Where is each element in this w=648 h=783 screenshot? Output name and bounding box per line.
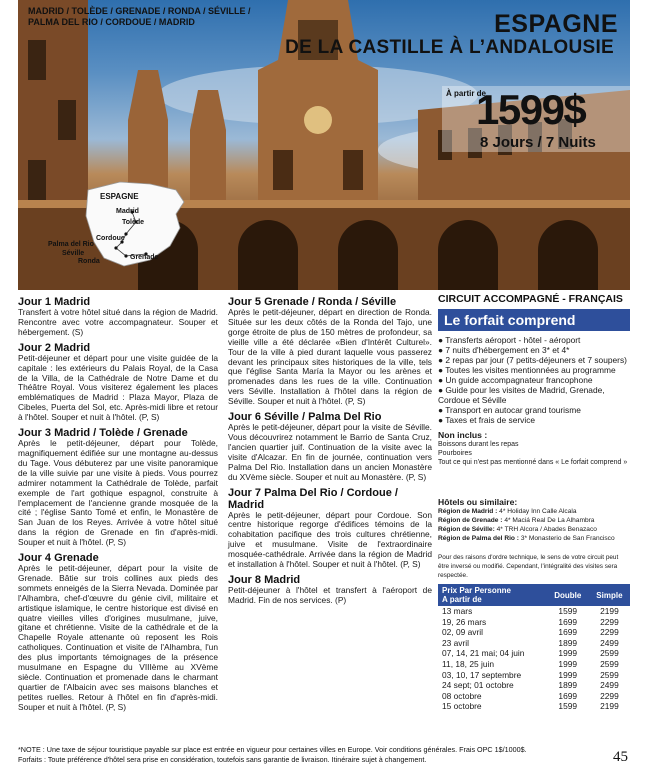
map-city-cordoue: Cordoue: [96, 235, 125, 242]
price-header-label: Prix Par Personne A partir de: [438, 584, 547, 606]
price-cell-simple: 2599: [600, 669, 619, 680]
price-cell-simple: 2599: [600, 648, 619, 659]
day-8-title: Jour 8 Madrid: [228, 573, 301, 586]
map-city-grenade: Grenade: [130, 254, 159, 261]
day-3-text: Après le petit-déjeuner, départ pour Tolède, magnifiquement édifiée sur une montagne au-dessus du Tage. Vous débuterez par une visite panoramique de la ville suivie par une visite à pieds. Vous pourrez admirer notamment la Cathédrale de Tolède, parfait exemple de l'art gothique espagnol, construite à l'emplacement de l'ancienne grande mosquée de la cité ; l'église Santo Tomé et enfin, le Monastère de San Juan de los Reyes. Arrivée à votre hôtel situé dans la région de Grenade en fin d'après-midi. Souper et nuit à l'hôtel. (P, S): [18, 438, 218, 548]
include-item: ● Transport en autocar grand tourisme: [438, 405, 581, 415]
non-inclus-item: Boissons durant les repas: [438, 441, 519, 448]
price-cell-double: 1599: [558, 606, 578, 616]
include-item: ● Guide pour les visites de Madrid, Grenade, Cordoue et Séville: [438, 385, 605, 405]
day-2-text: Petit-déjeuner et départ pour une visite guidée de la capitale : les extérieurs du Palais Royal, de la Casa de la Villa, de la Cathédrale de Notre Dame et du Théâtre Royal. Vous visiterez également les places emblématiques de Madrid : Plaza Mayor, Plaza de Cibeles, Puerta del Sol, etc. Après-midi libre et retour à l'hôtel. Souper et nuit à l'hôtel. (P, S): [18, 352, 218, 423]
map-city-ronda: Ronda: [78, 258, 100, 265]
day-8-text: Petit-déjeuner à l'hôtel et transfert à l'aéroport de Madrid. Fin de nos services. (P): [228, 584, 432, 605]
technical-notice: Pour des raisons d'ordre technique, le sens de votre circuit peut être inversé ou modifié. Cependant, l'intégralité des visites sera respectée.: [438, 554, 619, 579]
day-7-text: Après le petit-déjeuner, départ pour Cordoue. Son centre historique regorge d'édifices témoins de la cohabitation pacifique des trois cultures chrétienne, juive et musulmane. Visite de l'extraordinaire mosquée-cathédrale. Arrivée dans la région de Madrid et installation à l'hôtel. Souper et nuit à l'hôtel. (P, S): [228, 509, 432, 570]
map-city-palma: Palma del Rio: [48, 241, 94, 248]
price-cell-double: 1999: [558, 669, 578, 680]
itinerary-column-2: [228, 296, 432, 606]
col-double: Double: [547, 584, 589, 606]
day-5-text: Après le petit-déjeuner, départ en direction de Ronda. Située sur les deux côtés de la Ronda del Tajo, une gorge étroite de plus de 150 mètres de profondeur, sa vieille ville a été déclarée «Bien d'Intérêt Culturel». Tour de la ville à pied durant laquelle vous passerez devant les principaux sites historiques de la ville, tels que l'église Santa María la Mayor ou les arènes et promenades dans les rues de la ville. Continuation vers Séville. Installation à l'hôtel dans la région de Séville. Souper et nuit à l'hôtel. (P, S): [228, 307, 432, 407]
price-cell-double: 1999: [558, 658, 578, 669]
price-row: [438, 606, 630, 617]
price-table-header: [438, 584, 630, 606]
day-4-title: Jour 4 Grenade: [18, 552, 99, 565]
price-row: [438, 659, 630, 670]
price-row: [438, 638, 630, 649]
price: 1599$: [476, 86, 586, 133]
map-country-label: ESPAGNE: [100, 192, 139, 201]
main-title: ESPAGNE: [494, 10, 618, 38]
duration: 8 Jours / 7 Nuits: [480, 134, 596, 151]
price-cell-double: 1999: [558, 648, 578, 659]
price-cell-double: 1599: [558, 701, 578, 712]
map-city-tolede: Tolède: [122, 219, 145, 226]
day-7-title: Jour 7 Palma Del Rio / Cordoue / Madrid: [228, 486, 398, 511]
page-number: 45: [613, 749, 628, 765]
subtitle: DE LA CASTILLE À L’ANDALOUSIE: [285, 37, 614, 58]
price-cell-date: 08 octobre: [442, 690, 482, 701]
price-table: [438, 584, 630, 712]
col-simple: Simple: [589, 584, 630, 606]
price-row: [438, 648, 630, 659]
day-5-title: Jour 5 Grenade / Ronda / Séville: [228, 296, 397, 308]
price-row: [438, 670, 630, 681]
price-cell-date: 19, 26 mars: [442, 616, 487, 627]
price-cell-simple: 2299: [600, 616, 619, 627]
route-line-2: PALMA DEL RIO / CORDOUE / MADRID: [28, 17, 195, 27]
day-3-title: Jour 3 Madrid / Tolède / Grenade: [18, 427, 188, 440]
non-inclus-item: Pourboires: [438, 450, 472, 457]
route-cities: [28, 6, 268, 28]
non-inclus-item: Tout ce qui n'est pas mentionné dans « Le forfait comprend »: [438, 459, 628, 466]
price-cell-double: 1899: [558, 637, 578, 648]
include-item: ● 7 nuits d'hébergement en 3* et 4*: [438, 345, 570, 355]
price-row: [438, 691, 630, 702]
price-cell-simple: 2499: [600, 680, 619, 691]
day-6-text: Après le petit-déjeuner, départ pour la visite de Séville. Vous découvrirez notamment le Barrio de Santa Cruz, l'ancien quartier juif. Continuation de la visite avec la visite d'Alcazar. En fin de journée, continuation vers Palma Del Rio. Installation dans un ancien Monastère du XVème siècle. Souper et nuit au Monastère. (P, S): [228, 422, 432, 482]
price-row: [438, 680, 630, 691]
day-2-title: Jour 2 Madrid: [18, 341, 91, 354]
price-cell-simple: 2599: [600, 658, 619, 669]
day-6-title: Jour 6 Séville / Palma Del Rio: [228, 411, 382, 424]
include-item: ● Un guide accompagnateur francophone: [438, 375, 593, 385]
price-cell-double: 1699: [558, 690, 578, 701]
price-cell-date: 15 octobre: [442, 701, 482, 712]
price-cell-simple: 2499: [600, 637, 619, 648]
includes-list: [438, 335, 630, 425]
include-item: ● Toutes les visites mentionnées au programme: [438, 365, 616, 375]
map-city-madrid: Madrid: [116, 208, 139, 215]
hotel-line: Région de Grenade : 4* Maciá Real De La Alhambra: [438, 517, 595, 524]
price-from-label: À partir de: [446, 89, 487, 98]
price-cell-double: 1699: [558, 627, 578, 638]
price-cell-date: 23 avril: [442, 637, 469, 648]
forfait-header: Le forfait comprend: [438, 309, 630, 331]
price-cell-double: 1899: [558, 680, 578, 691]
hotels-title: Hôtels ou similaire:: [438, 497, 518, 507]
non-inclus-title: Non inclus :: [438, 430, 488, 440]
day-4-text: Après le petit-déjeuner, départ pour la visite de Grenade. Bâtie sur trois collines aux pieds des sommets enneigés de la Sierra Nevada. Dominée par l'Alhambra, chef-d'œuvre du génie civil, militaire et artistique islamique, le centre historique est divisé en quatre vieilles villes d'origines musulmane, juive, gitane et chrétienne. Visite de la cathédrale et de la Chapelle Royale attenante où reposent les Rois catholiques. Continuation et visite de l'Alhambra, l'un des plus importants témoignages de la présence musulmane en Espagne du VIIIème au XVème siècle. Continuation et promenade dans le charmant quartier de l'Albaicin avec ses maisons blanches et petites ruelles. Retour à l'hôtel en fin d'après-midi. Souper et nuit à l'hôtel. (P, S): [18, 563, 218, 712]
price-cell-simple: 2199: [600, 701, 619, 712]
price-row: [438, 701, 630, 712]
footer-notes: [18, 745, 618, 765]
price-cell-date: 02, 09 avril: [442, 627, 483, 638]
price-cell-date: 07, 14, 21 mai; 04 juin: [442, 648, 525, 659]
itinerary-column-1: [18, 296, 218, 713]
price-row: [438, 627, 630, 638]
price-cell-simple: 2299: [600, 627, 619, 638]
price-cell-date: 24 sept; 01 octobre: [442, 680, 514, 691]
footer-note-1: *NOTE : Une taxe de séjour touristique payable sur place est entrée en vigueur pour certaines villes en Europe. Voir conditions générales. Frais OPC 1$/1000$.: [18, 745, 527, 754]
hotel-line: Région de Séville: 4* TRH Alcora / Abades Benazaco: [438, 526, 597, 533]
day-1-title: Jour 1 Madrid: [18, 296, 91, 308]
map-city-seville: Séville: [62, 250, 85, 257]
price-row: [438, 617, 630, 628]
include-item: ● Taxes et frais de service: [438, 415, 536, 425]
circuit-type: CIRCUIT ACCOMPAGNÉ - FRANÇAIS: [438, 293, 623, 305]
hotel-line: Région de Palma del Rio : 3* Monasterio de San Francisco: [438, 535, 615, 542]
price-cell-simple: 2199: [600, 606, 619, 616]
hotel-line: Région de Madrid : 4* Holiday Inn Calle Alcala: [438, 508, 577, 515]
price-cell-date: 13 mars: [442, 606, 473, 616]
price-cell-date: 11, 18, 25 juin: [442, 658, 494, 669]
price-cell-simple: 2299: [600, 690, 619, 701]
price-cell-date: 03, 10, 17 septembre: [442, 669, 522, 680]
route-line-1: MADRID / TOLÈDE / GRENADE / RONDA / SÉVILLE /: [28, 6, 251, 16]
package-sidebar: [438, 293, 630, 712]
include-item: ● Transferts aéroport - hôtel - aéroport: [438, 335, 581, 345]
day-1-text: Transfert à votre hôtel situé dans la région de Madrid. Rencontre avec votre accompagnateur. Souper et hébergement. (S): [18, 307, 218, 337]
price-cell-double: 1699: [558, 616, 578, 627]
include-item: ● 2 repas par jour (7 petits-déjeuners et 7 soupers): [438, 355, 627, 365]
footer-note-2: Forfaits : Toute préférence d'hôtel sera prise en considération, toutefois sans garantie de livraison. Itinéraire sujet à changement.: [18, 755, 427, 764]
